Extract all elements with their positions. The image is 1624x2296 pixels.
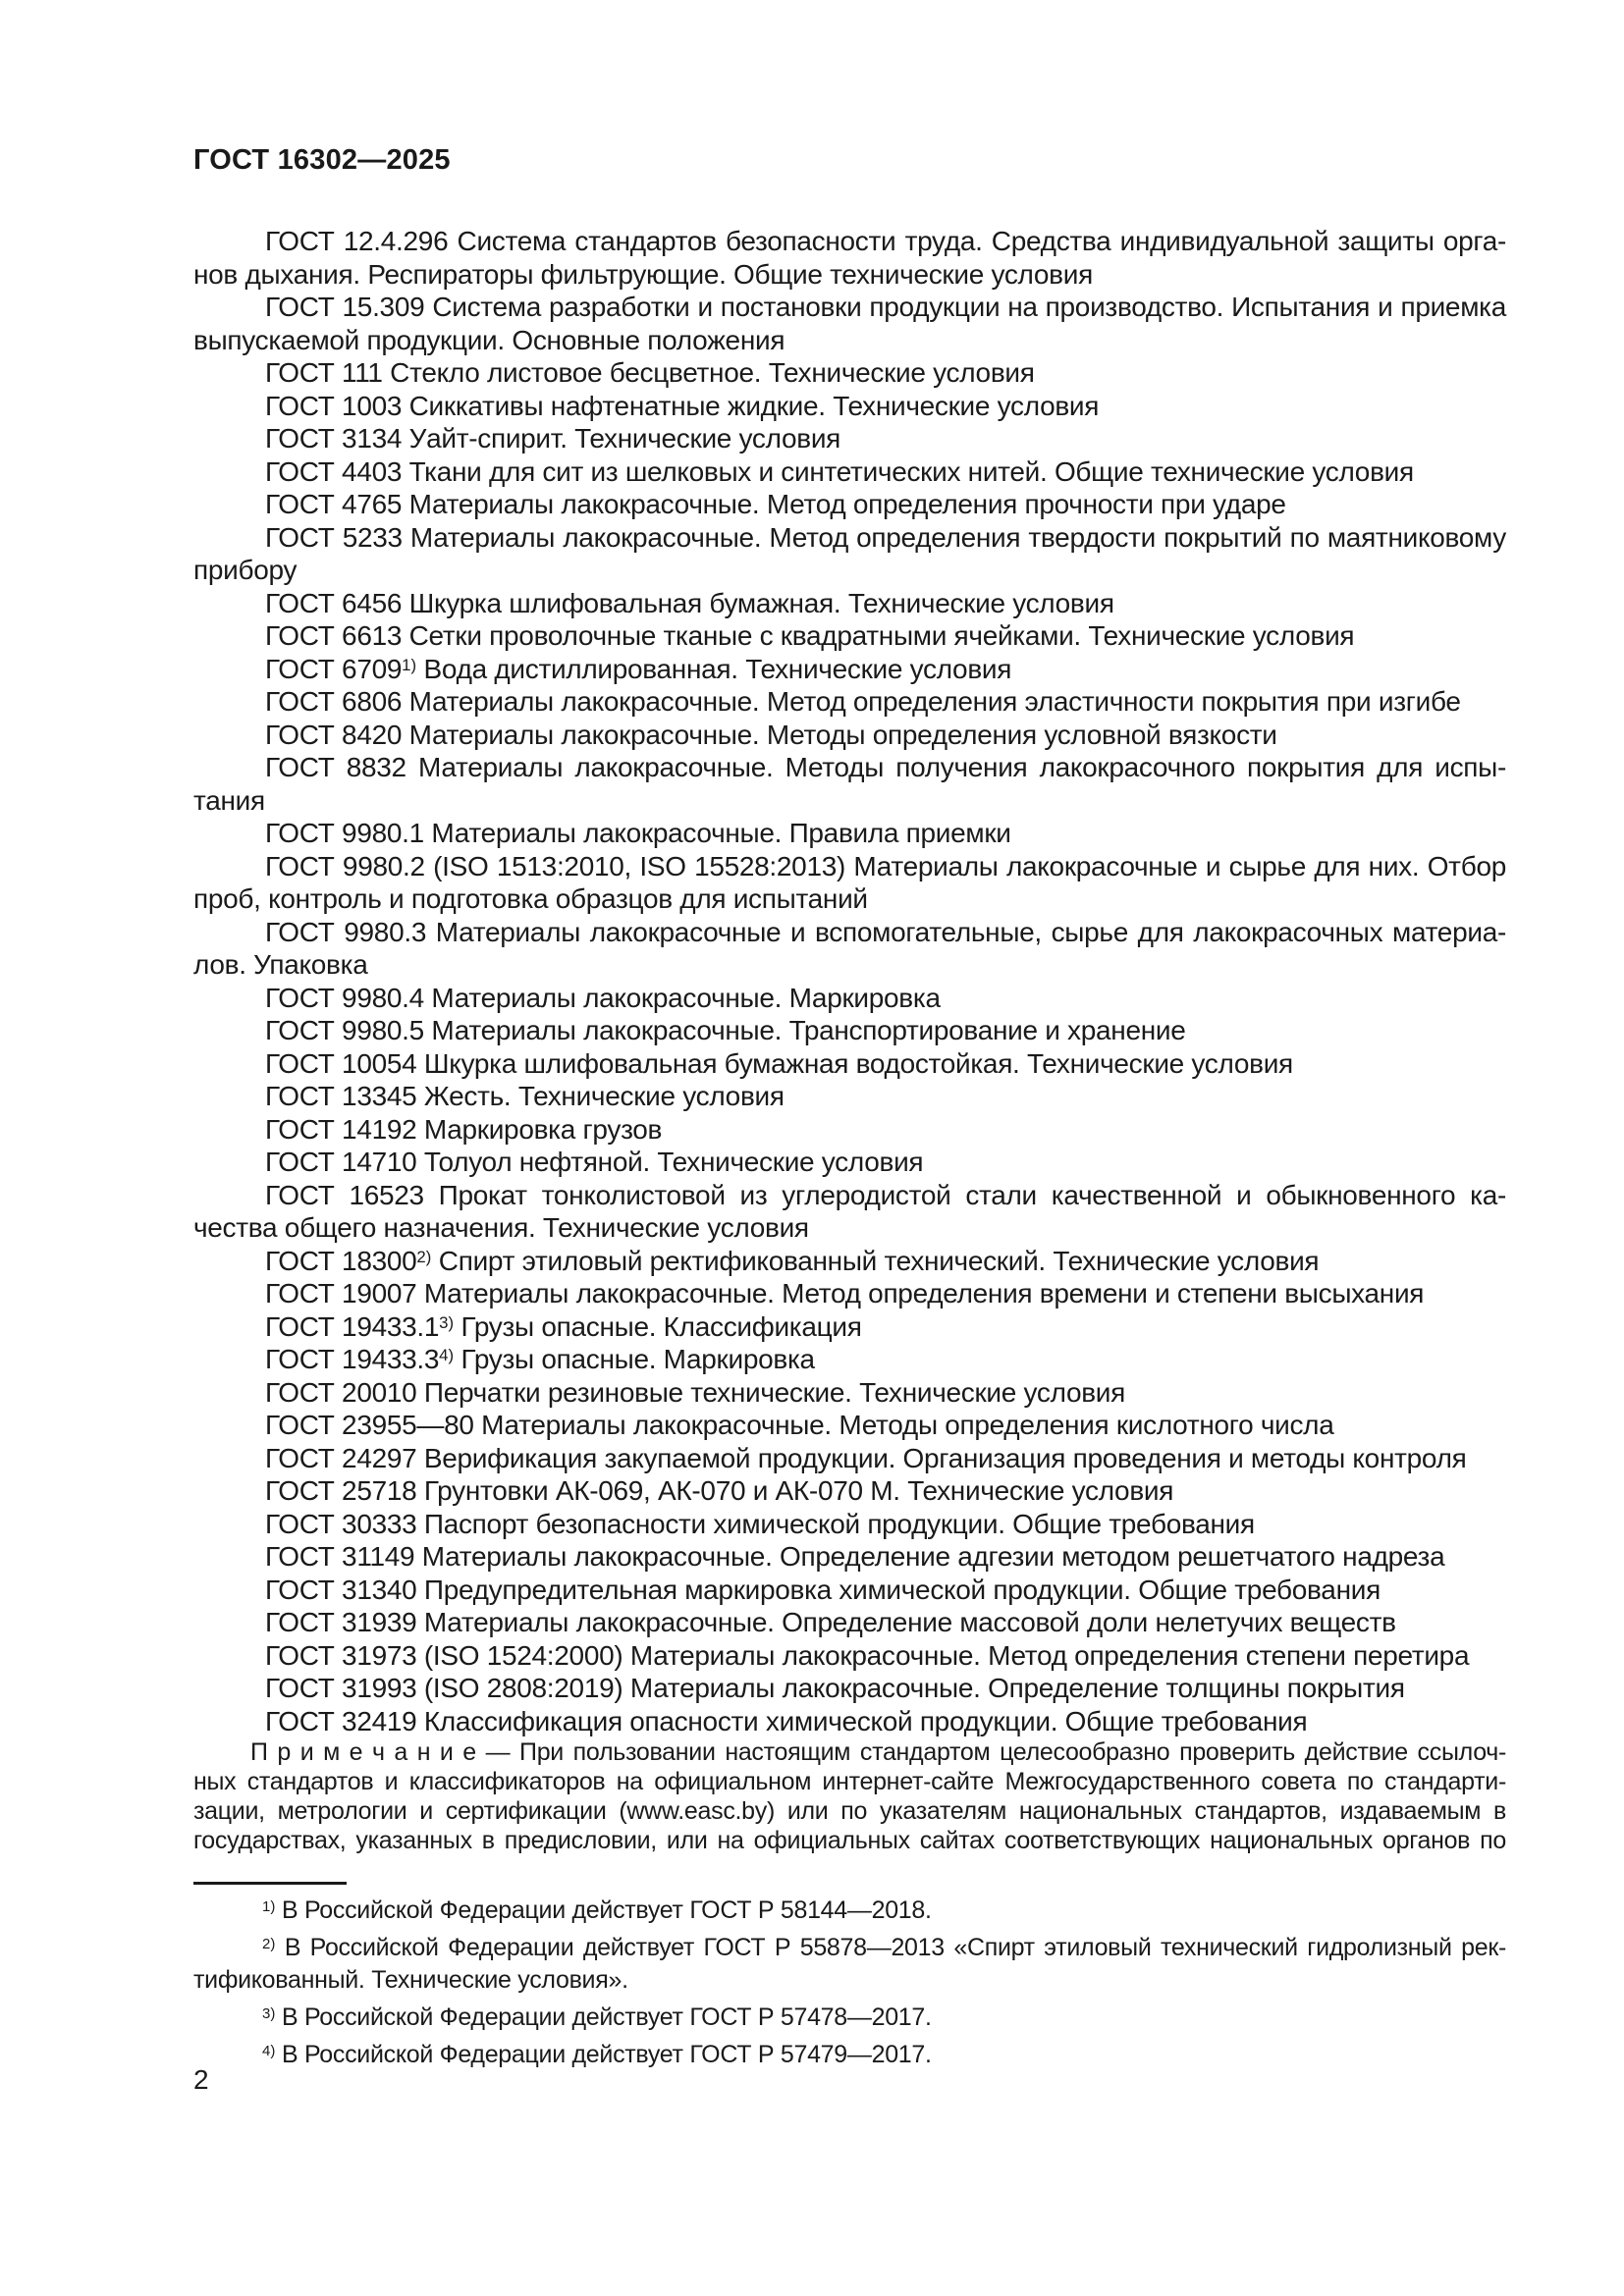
reference-line: ГОСТ 9980.4 Материалы лакокрасочные. Маркировка bbox=[265, 982, 941, 1013]
reference-item bbox=[193, 1146, 1506, 1179]
reference-item bbox=[193, 455, 1506, 489]
reference-line: ГОСТ 111 Стекло листовое бесцветное. Технические условия bbox=[265, 357, 1035, 388]
reference-item bbox=[193, 488, 1506, 521]
reference-item bbox=[193, 1080, 1506, 1113]
footnote-line: $^{4)}$ В Российской Федерации действует ГОСТ Р 57479—2017. bbox=[262, 2041, 932, 2068]
footnote-divider bbox=[193, 1882, 347, 1885]
reference-line: ГОСТ 4765 Материалы лакокрасочные. Метод определения прочности при ударе bbox=[265, 489, 1286, 519]
reference-line: ГОСТ 1003 Сиккативы нафтенатные жидкие. Технические условия bbox=[265, 390, 1100, 421]
note-line: ных стандартов и классификаторов на официальном интернет-сайте Межгосударственного совета по стандарти- bbox=[193, 1768, 1506, 1795]
reference-line: проб, контроль и подготовка образцов для испытаний bbox=[193, 883, 868, 914]
reference-item bbox=[193, 422, 1506, 455]
reference-line: ГОСТ 19007 Материалы лакокрасочные. Метод определения времени и степени высыхания bbox=[265, 1278, 1425, 1308]
page-title: ГОСТ 16302—2025 bbox=[193, 144, 451, 176]
reference-line: ГОСТ 32419 Классификация опасности химической продукции. Общие требования bbox=[265, 1705, 1308, 1736]
note-paragraph bbox=[193, 1737, 1506, 1855]
note-line: государствах, указанных в предисловии, или на официальных сайтах соответствующих национальных органов по bbox=[193, 1827, 1506, 1854]
reference-line: ГОСТ 23955—80 Материалы лакокрасочные. Методы определения кислотного числа bbox=[265, 1410, 1334, 1440]
reference-line: ГОСТ 5233 Материалы лакокрасочные. Метод определения твердости покрытий по маятниковому bbox=[265, 521, 1506, 553]
footnotes-block bbox=[193, 1895, 1506, 2071]
reference-line: ГОСТ 24297 Верификация закупаемой продукции. Организация проведения и методы контроля bbox=[265, 1442, 1467, 1473]
reference-item bbox=[193, 685, 1506, 719]
reference-line: ГОСТ 30333 Паспорт безопасности химической продукции. Общие требования bbox=[265, 1508, 1255, 1539]
reference-line: ГОСТ 3134 Уайт-спирит. Технические условия bbox=[265, 423, 841, 454]
reference-line: ГОСТ 31993 (ISO 2808:2019) Материалы лакокрасочные. Определение толщины покрытия bbox=[265, 1673, 1405, 1703]
footnote-item bbox=[193, 1932, 1506, 1997]
reference-line: ГОСТ 20010 Перчатки резиновые технические. Технические условия bbox=[265, 1376, 1126, 1408]
reference-line: ГОСТ 6613 Сетки проволочные тканые с квадратными ячейками. Технические условия bbox=[265, 620, 1355, 651]
reference-line: ГОСТ 9980.5 Материалы лакокрасочные. Транспортирование и хранение bbox=[265, 1015, 1186, 1045]
reference-item bbox=[193, 225, 1506, 291]
note-line: зации, метрологии и сертификации (www.easc.by) или по указателям национальных стандартов, издаваемым в bbox=[193, 1797, 1506, 1825]
reference-line: чества общего назначения. Технические условия bbox=[193, 1212, 809, 1243]
reference-item bbox=[193, 1277, 1506, 1310]
reference-line: ГОСТ 4403 Ткани для сит из шелковых и синтетических нитей. Общие технические условия bbox=[265, 455, 1414, 487]
reference-item bbox=[193, 356, 1506, 390]
reference-line: ГОСТ 6456 Шкурка шлифовальная бумажная. Технические условия bbox=[265, 587, 1114, 618]
reference-item bbox=[193, 916, 1506, 982]
reference-line: ГОСТ 9980.1 Материалы лакокрасочные. Правила приемки bbox=[265, 818, 1011, 848]
reference-line: ГОСТ 15.309 Система разработки и постановки продукции на производство. Испытания и приемка bbox=[265, 292, 1506, 322]
note-block bbox=[193, 1737, 1506, 1855]
footnote-line: тификованный. Технические условия». bbox=[193, 1966, 628, 1994]
reference-item bbox=[193, 1014, 1506, 1047]
footnote-line: $^{3)}$ В Российской Федерации действует ГОСТ Р 57478—2017. bbox=[262, 2003, 932, 2031]
reference-line: ГОСТ 14192 Маркировка грузов bbox=[265, 1113, 663, 1145]
reference-item bbox=[193, 751, 1506, 817]
reference-line: ГОСТ 31939 Материалы лакокрасочные. Определение массовой доли нелетучих веществ bbox=[265, 1607, 1396, 1637]
reference-line: ГОСТ 6806 Материалы лакокрасочные. Метод определения эластичности покрытия при изгибе bbox=[265, 686, 1461, 717]
reference-line: ГОСТ 9980.3 Материалы лакокрасочные и вспомогательные, сырье для лакокрасочных материа- bbox=[265, 916, 1506, 947]
reference-line: ГОСТ 10054 Шкурка шлифовальная бумажная водостойкая. Технические условия bbox=[265, 1047, 1293, 1079]
reference-line: лов. Упаковка bbox=[193, 949, 368, 980]
reference-line: ГОСТ 18300$^{2)}$ Спирт этиловый ректификованный технический. Технические условия bbox=[265, 1245, 1320, 1276]
reference-item bbox=[193, 1705, 1506, 1738]
reference-item bbox=[193, 1540, 1506, 1574]
reference-item bbox=[193, 653, 1506, 686]
reference-item bbox=[193, 291, 1506, 356]
reference-item bbox=[193, 1047, 1506, 1081]
references-list bbox=[193, 225, 1506, 1737]
reference-item bbox=[193, 1672, 1506, 1705]
reference-line: ГОСТ 6709$^{1)}$ Вода дистиллированная. Технические условия bbox=[265, 653, 1012, 684]
footnote-item bbox=[193, 2002, 1506, 2034]
reference-item bbox=[193, 521, 1506, 587]
reference-item bbox=[193, 1310, 1506, 1344]
reference-item bbox=[193, 1442, 1506, 1475]
footnote-item bbox=[193, 1895, 1506, 1927]
reference-item bbox=[193, 1574, 1506, 1607]
reference-line: ГОСТ 31149 Материалы лакокрасочные. Определение адгезии методом решетчатого надреза bbox=[265, 1541, 1445, 1572]
reference-line: ГОСТ 14710 Толуол нефтяной. Технические условия bbox=[265, 1147, 924, 1177]
reference-item bbox=[193, 1606, 1506, 1639]
reference-item bbox=[193, 390, 1506, 423]
reference-line: ГОСТ 19433.3$^{4)}$ Грузы опасные. Маркировка bbox=[265, 1344, 815, 1374]
reference-item bbox=[193, 1245, 1506, 1278]
page-number: 2 bbox=[193, 2064, 209, 2095]
reference-line: ГОСТ 9980.2 (ISO 1513:2010, ISO 15528:2013) Материалы лакокрасочные и сырье для них. Отбор bbox=[265, 850, 1506, 881]
reference-item bbox=[193, 1343, 1506, 1376]
reference-item bbox=[193, 1508, 1506, 1541]
note-line: П р и м е ч а н и е — При пользовании настоящим стандартом целесообразно проверить действие ссылоч- bbox=[250, 1738, 1506, 1766]
footnote-line: $^{2)}$ В Российской Федерации действует ГОСТ Р 55878—2013 «Спирт этиловый технический гидролизный рек- bbox=[262, 1934, 1506, 1961]
page-content bbox=[193, 143, 1506, 2076]
reference-item bbox=[193, 1376, 1506, 1410]
reference-line: ГОСТ 12.4.296 Система стандартов безопасности труда. Средства индивидуальной защиты орга- bbox=[265, 226, 1506, 256]
reference-line: ГОСТ 25718 Грунтовки АК-069, АК-070 и АК-070 М. Технические условия bbox=[265, 1475, 1174, 1506]
reference-line: прибору bbox=[193, 555, 298, 585]
reference-item bbox=[193, 1639, 1506, 1673]
reference-item bbox=[193, 850, 1506, 916]
reference-item bbox=[193, 1113, 1506, 1147]
reference-line: ГОСТ 8420 Материалы лакокрасочные. Методы определения условной вязкости bbox=[265, 719, 1277, 750]
reference-line: выпускаемой продукции. Основные положения bbox=[193, 324, 785, 355]
reference-item bbox=[193, 587, 1506, 620]
reference-line: тания bbox=[193, 784, 265, 816]
footnote-line: $^{1)}$ В Российской Федерации действует ГОСТ Р 58144—2018. bbox=[262, 1896, 932, 1924]
reference-line: ГОСТ 13345 Жесть. Технические условия bbox=[265, 1081, 785, 1111]
reference-line: нов дыхания. Респираторы фильтрующие. Общие технические условия bbox=[193, 258, 1093, 290]
reference-item bbox=[193, 982, 1506, 1015]
footnote-item bbox=[193, 2039, 1506, 2071]
reference-line: ГОСТ 31973 (ISO 1524:2000) Материалы лакокрасочные. Метод определения степени перетира bbox=[265, 1639, 1470, 1671]
reference-line: ГОСТ 8832 Материалы лакокрасочные. Методы получения лакокрасочного покрытия для испы- bbox=[265, 752, 1506, 782]
reference-line: ГОСТ 31340 Предупредительная маркировка химической продукции. Общие требования bbox=[265, 1574, 1380, 1605]
reference-item bbox=[193, 719, 1506, 752]
reference-line: ГОСТ 19433.1$^{3)}$ Грузы опасные. Классификация bbox=[265, 1310, 862, 1342]
reference-item bbox=[193, 1474, 1506, 1508]
reference-item bbox=[193, 1409, 1506, 1442]
reference-item bbox=[193, 817, 1506, 850]
reference-line: ГОСТ 16523 Прокат тонколистовой из углеродистой стали качественной и обыкновенного ка- bbox=[265, 1179, 1506, 1210]
reference-item bbox=[193, 619, 1506, 653]
reference-item bbox=[193, 1179, 1506, 1245]
